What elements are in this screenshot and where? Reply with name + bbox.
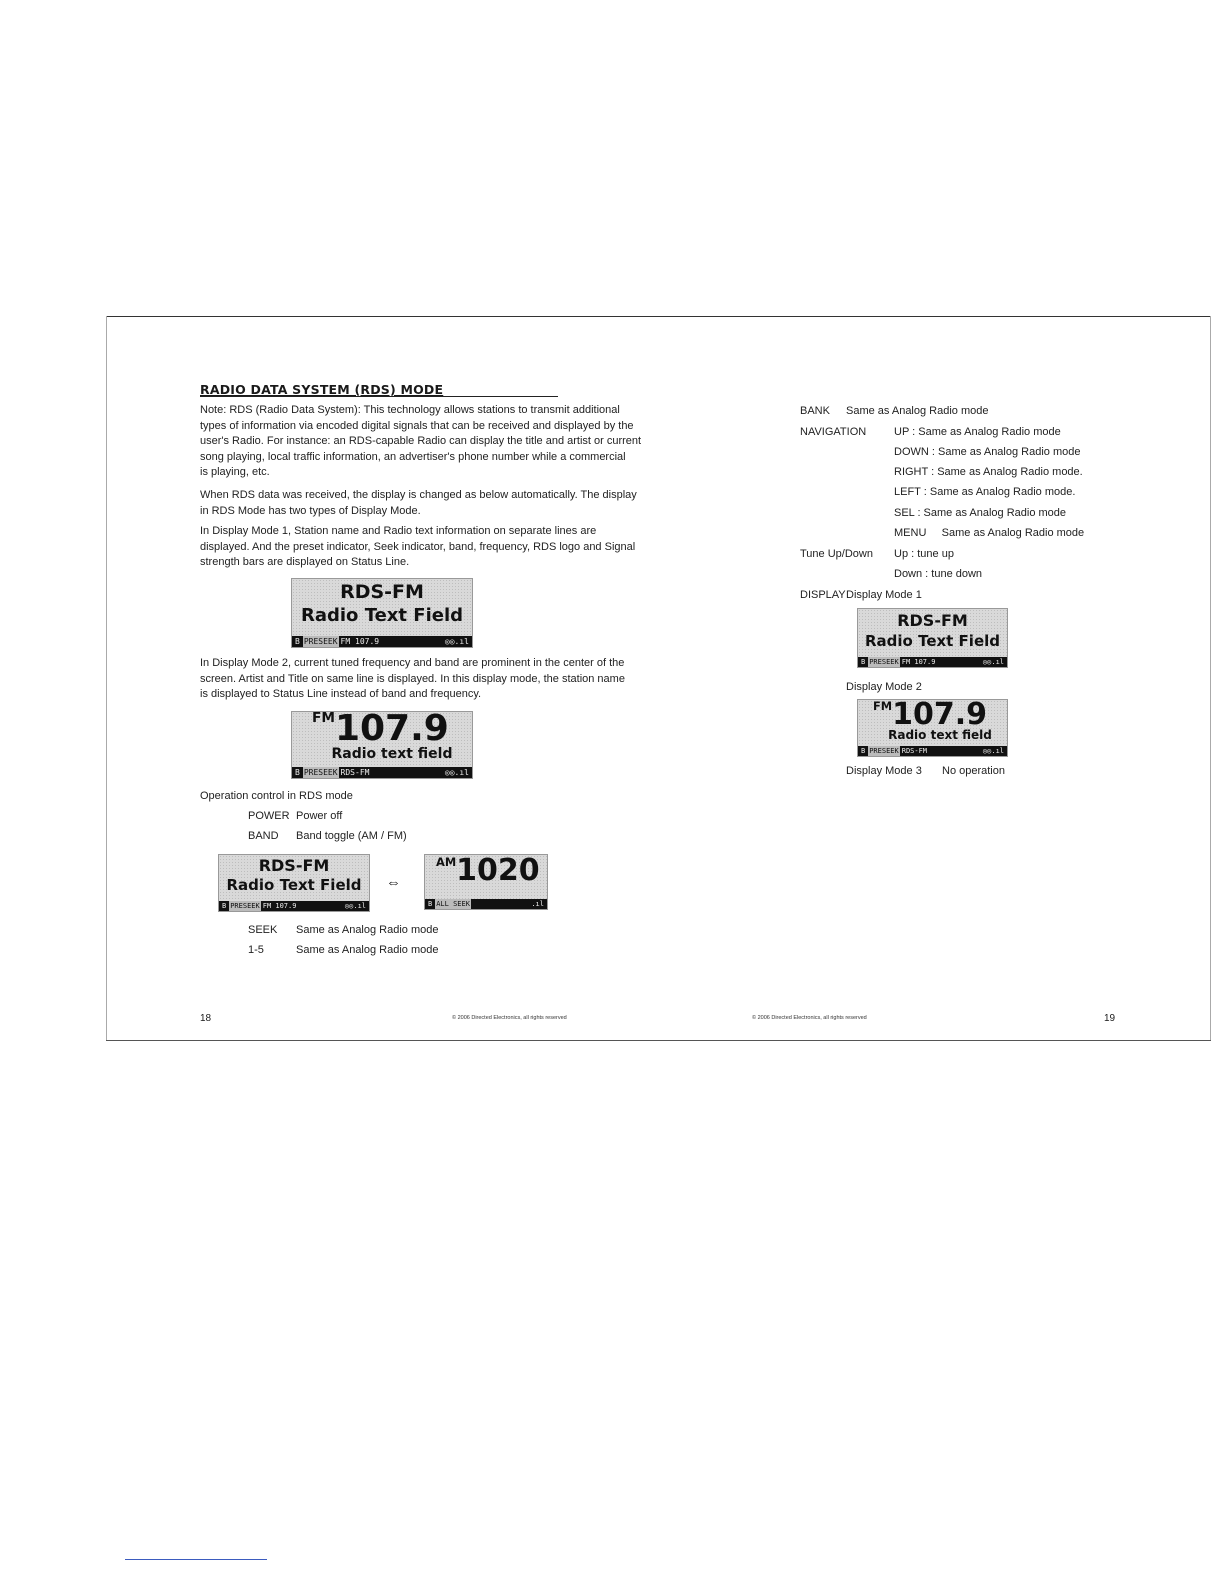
copyright-left: © 2006 Directed Electronics, all rights reserved <box>452 1015 567 1021</box>
nav-desc-down: DOWN : Same as Analog Radio mode <box>894 446 1081 458</box>
nav-desc-up: UP : Same as Analog Radio mode <box>894 426 1061 438</box>
lcd-band: AM <box>436 854 457 869</box>
heading-rule <box>200 396 558 397</box>
page-number-right: 19 <box>1104 1013 1116 1024</box>
band-frequency: FM 107.9 <box>901 658 936 666</box>
hyperlink-underline <box>125 1559 267 1560</box>
lcd-display-mode-1 <box>291 578 473 648</box>
text-line: In Display Mode 2, current tuned frequency and band are prominent in the center of the <box>200 657 625 669</box>
signal-strength-icon: ◎◎.ıl <box>444 637 469 646</box>
tune-desc-up: Up : tune up <box>894 548 954 560</box>
lcd-status-line <box>858 657 1007 667</box>
all-seek-indicator: ALL SEEK <box>436 900 470 908</box>
text-line: types of information via encoded digital signals that can be received and displayed by the <box>200 419 634 432</box>
text-line: In Display Mode 1, Station name and Radio text information on separate lines are <box>200 525 597 537</box>
text-line: Note: RDS (Radio Data System): This technology allows stations to transmit additional <box>200 404 620 416</box>
lcd-band-toggle-am <box>424 854 548 910</box>
lcd-display-mode-1-right <box>857 608 1008 668</box>
nav-desc-left: LEFT : Same as Analog Radio mode. <box>894 486 1076 498</box>
preset-seek-indicator: PRESEEK <box>303 637 338 646</box>
lcd-station-name: RDS-FM <box>258 856 330 875</box>
text-line: When RDS data was received, the display is changed as below automatically. The display <box>200 489 637 501</box>
station-name: RDS-FM <box>901 747 928 755</box>
display-mode-3-label: Display Mode 3 <box>846 765 922 777</box>
lcd-radio-text: Radio Text Field <box>226 876 362 894</box>
text-line: screen. Artist and Title on same line is displayed. In this display mode, the station name <box>200 672 625 685</box>
lcd-status-line <box>858 746 1007 756</box>
control-desc-band: Band toggle (AM / FM) <box>296 830 407 842</box>
operation-control-title: Operation control in RDS mode <box>200 790 353 802</box>
nav-desc-menu: MENU Same as Analog Radio mode <box>894 527 1085 539</box>
bank-indicator: B <box>861 658 866 666</box>
lcd-frequency-value: 107.9 <box>334 711 449 749</box>
tune-desc-down: Down : tune down <box>894 568 983 580</box>
paragraph-note <box>200 403 642 481</box>
copyright-right: © 2006 Directed Electronics, all rights reserved <box>752 1015 867 1021</box>
lcd-radio-text: Radio text field <box>331 746 453 762</box>
signal-strength-icon: ◎◎.ıl <box>982 658 1004 666</box>
lcd-band-toggle-fm <box>218 854 370 912</box>
page-number-left: 18 <box>200 1013 212 1024</box>
control-desc-power: Power off <box>296 810 343 822</box>
preset-seek-indicator: PRESEEK <box>303 768 338 777</box>
band-frequency: FM 107.9 <box>262 902 297 910</box>
control-desc-seek: Same as Analog Radio mode <box>296 924 439 936</box>
page-frame-right <box>1210 316 1211 1040</box>
text-line: displayed. And the preset indicator, Seek indicator, band, frequency, RDS logo and Signal <box>200 540 636 553</box>
page-frame-top <box>106 316 1211 317</box>
lcd-status-line <box>219 901 369 911</box>
signal-strength-icon: ◎◎.ıl <box>982 747 1004 755</box>
bank-indicator: B <box>295 768 300 777</box>
text-line: user's Radio. For instance: an RDS-capable Radio can display the title and artist or current <box>200 435 642 447</box>
lcd-frequency <box>436 854 540 888</box>
control-key-bank: BANK <box>800 405 830 417</box>
text-line: is displayed to Status Line instead of band and frequency. <box>200 688 482 700</box>
band-frequency: FM 107.9 <box>340 637 380 646</box>
lcd-radio-text: Radio Text Field <box>865 632 1000 650</box>
lcd-station-name: RDS-FM <box>340 581 424 603</box>
lcd-frequency-value: 1020 <box>456 854 540 888</box>
lcd-frequency <box>312 711 449 749</box>
preset-seek-indicator: PRESEEK <box>869 747 899 755</box>
nav-desc-right: RIGHT : Same as Analog Radio mode. <box>894 466 1083 478</box>
display-mode-3-desc: No operation <box>942 765 1005 777</box>
section-heading: RADIO DATA SYSTEM (RDS) MODE <box>200 382 444 397</box>
text-line: in RDS Mode has two types of Display Mode. <box>200 504 421 517</box>
signal-strength-icon: .ıl <box>531 900 544 908</box>
bank-indicator: B <box>295 637 300 646</box>
lcd-display-mode-2-right <box>857 699 1008 757</box>
control-key-power: POWER <box>248 810 290 822</box>
lcd-band: FM <box>873 699 893 713</box>
text-line: strength bars are displayed on Status Line. <box>200 556 410 568</box>
paragraph-display-mode-2 <box>200 656 625 703</box>
preset-seek-indicator: PRESEEK <box>230 902 260 910</box>
display-mode-1-label: Display Mode 1 <box>846 589 922 601</box>
lcd-band: FM <box>312 711 335 727</box>
lcd-display-mode-2 <box>291 711 473 779</box>
page-frame-bottom <box>106 1040 1211 1041</box>
text-line: song playing, local traffic information, an advertiser's phone number while a commercial <box>200 450 626 463</box>
signal-strength-icon: ◎◎.ıl <box>344 902 366 910</box>
control-key-navigation: NAVIGATION <box>800 426 867 438</box>
control-desc-bank: Same as Analog Radio mode <box>846 405 989 417</box>
toggle-arrow-icon: ⇔ <box>386 874 401 891</box>
control-key-seek: SEEK <box>248 924 278 936</box>
paragraph-rds-data <box>200 488 637 519</box>
control-desc-presets: Same as Analog Radio mode <box>296 944 439 956</box>
control-key-presets: 1-5 <box>248 944 264 956</box>
page-frame-left <box>106 316 107 1040</box>
control-key-tune: Tune Up/Down <box>800 548 873 560</box>
lcd-radio-text: Radio Text Field <box>301 605 463 626</box>
lcd-station-name: RDS-FM <box>897 611 968 630</box>
preset-seek-indicator: PRESEEK <box>869 658 899 666</box>
signal-strength-icon: ◎◎.ıl <box>444 768 469 777</box>
control-key-display: DISPLAY <box>800 589 846 601</box>
control-key-band: BAND <box>248 830 279 842</box>
display-mode-2-label: Display Mode 2 <box>846 681 922 693</box>
lcd-status-line <box>292 767 472 778</box>
lcd-status-line <box>292 636 472 647</box>
text-line: is playing, etc. <box>200 466 270 478</box>
bank-indicator: B <box>222 902 227 910</box>
nav-desc-sel: SEL : Same as Analog Radio mode <box>894 507 1067 519</box>
station-name: RDS-FM <box>340 768 370 777</box>
bank-indicator: B <box>861 747 866 755</box>
lcd-status-line <box>425 899 547 909</box>
bank-indicator: B <box>428 900 433 908</box>
lcd-frequency-value: 107.9 <box>892 699 988 732</box>
lcd-radio-text: Radio text field <box>888 728 992 742</box>
paragraph-display-mode-1 <box>200 524 636 571</box>
